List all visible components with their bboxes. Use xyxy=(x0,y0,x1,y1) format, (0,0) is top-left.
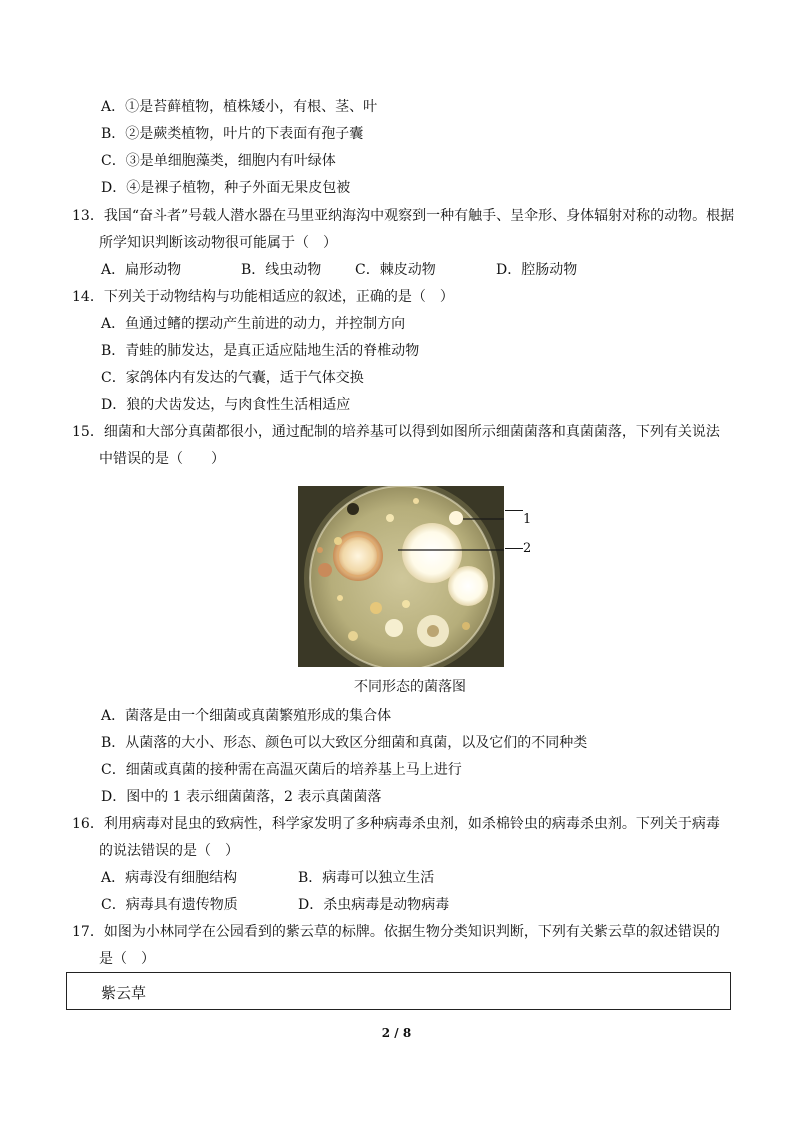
q15-option-b: B．从菌落的大小、形态、颜色可以大致区分细菌和真菌，以及它们的不同种类 xyxy=(101,735,588,751)
q16-stem-line2: 的说法错误的是（ ） xyxy=(99,843,239,859)
q15-option-a: A．菌落是由一个细菌或真菌繁殖形成的集合体 xyxy=(101,708,392,724)
colony-figure xyxy=(298,486,504,667)
q13-number: 13． xyxy=(72,208,104,224)
q13-option-c: C．棘皮动物 xyxy=(355,262,436,278)
q16-option-b: B．病毒可以独立生活 xyxy=(298,870,435,886)
q12-option-a: A．①是苔藓植物，植株矮小，有根、茎、叶 xyxy=(101,99,378,115)
q16-option-c: C．病毒具有遗传物质 xyxy=(101,897,238,913)
q14-option-c: C．家鸽体内有发达的气囊，适于气体交换 xyxy=(101,370,364,386)
q14-stem: 14．下列关于动物结构与功能相适应的叙述，正确的是（ ） xyxy=(72,289,454,305)
q14-option-b: B．青蛙的肺发达，是真正适应陆地生活的脊椎动物 xyxy=(101,343,420,359)
figure-label-1: 1 xyxy=(523,512,532,527)
q15-option-c: C．细菌或真菌的接种需在高温灭菌后的培养基上马上进行 xyxy=(101,762,462,778)
page-number: 2 / 8 xyxy=(381,1026,412,1040)
q16-number: 16． xyxy=(72,816,104,832)
figure-caption: 不同形态的菌落图 xyxy=(354,679,466,695)
q17-stem-line1: 17．如图为小林同学在公园看到的紫云草的标牌。依据生物分类知识判断，下列有关紫云草的叙述错误的 xyxy=(72,924,720,940)
q13-stem-line2: 所学知识判断该动物很可能属于（ ） xyxy=(99,235,337,251)
q15-number: 15． xyxy=(72,424,104,440)
q15-stem-line1: 15．细菌和大部分真菌都很小，通过配制的培养基可以得到如图所示细菌菌落和真菌菌落，下列有关说法 xyxy=(72,424,720,440)
q17-stem-line2: 是（ ） xyxy=(99,951,155,967)
q13-option-a: A．扁形动物 xyxy=(101,262,182,278)
q16-stem-line1: 16．利用病毒对昆虫的致病性，科学家发明了多种病毒杀虫剂，如杀棉铃虫的病毒杀虫剂。下列关于病毒 xyxy=(72,816,720,832)
q12-option-c: C．③是单细胞藻类，细胞内有叶绿体 xyxy=(101,153,336,169)
q16-option-d: D．杀虫病毒是动物病毒 xyxy=(298,897,450,913)
q15-stem-line2: 中错误的是（ ） xyxy=(99,451,225,467)
petri-dish-image xyxy=(298,486,504,667)
q14-option-d: D．狼的犬齿发达，与肉食性生活相适应 xyxy=(101,397,351,413)
plant-sign-title: 紫云草 xyxy=(101,984,147,1002)
q13-option-b: B．线虫动物 xyxy=(241,262,322,278)
q12-option-d: D．④是裸子植物，种子外面无果皮包被 xyxy=(101,180,351,196)
q17-number: 17． xyxy=(72,924,104,940)
plant-sign-box xyxy=(66,972,731,1010)
q13-option-d: D．腔肠动物 xyxy=(496,262,578,278)
q16-option-a: A．病毒没有细胞结构 xyxy=(101,870,238,886)
label-line-2 xyxy=(505,548,523,549)
q15-option-d: D．图中的 1 表示细菌菌落，2 表示真菌菌落 xyxy=(101,789,382,805)
q14-number: 14． xyxy=(72,289,104,305)
q13-stem-line1: 13．我国“奋斗者”号载人潜水器在马里亚纳海沟中观察到一种有触手、呈伞形、身体辐射对称的动物。根据 xyxy=(72,208,735,224)
label-line-1 xyxy=(505,510,523,511)
q14-option-a: A．鱼通过鳍的摆动产生前进的动力，并控制方向 xyxy=(101,316,406,332)
q12-option-b: B．②是蕨类植物，叶片的下表面有孢子囊 xyxy=(101,126,364,142)
figure-label-2: 2 xyxy=(523,541,532,556)
